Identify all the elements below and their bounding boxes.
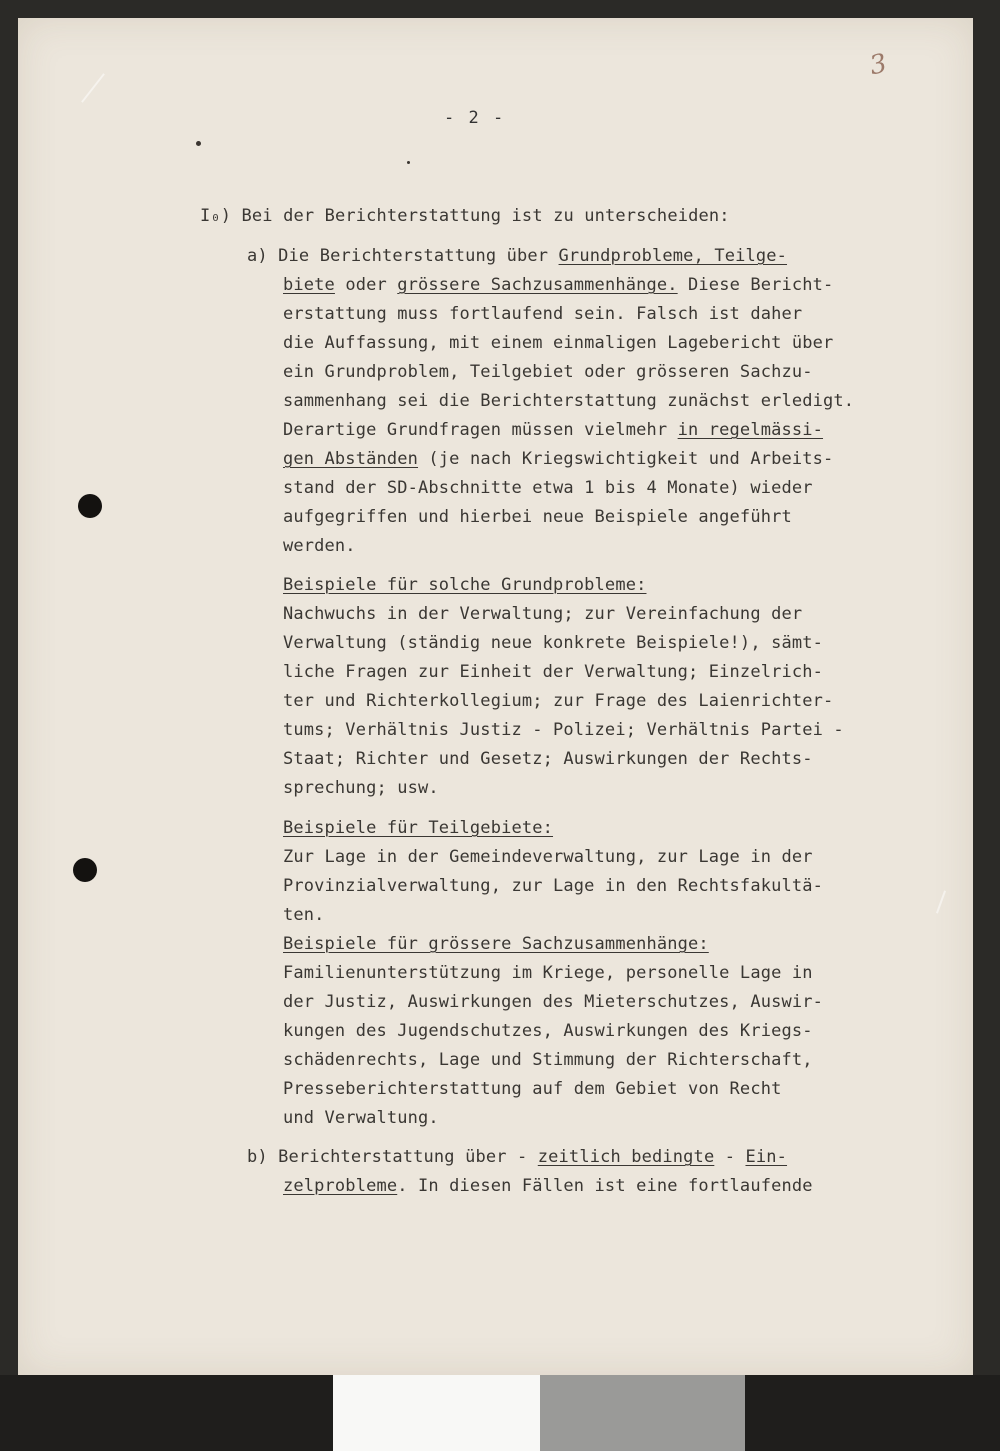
text-line xyxy=(283,574,646,596)
text-line xyxy=(283,603,802,625)
text-segment: der Justiz, Auswirkungen des Mieterschutzes, Auswir- xyxy=(283,992,824,1012)
underlined-text: Beispiele für Teilgebiete: xyxy=(283,818,554,838)
text-segment: ter und Richterkollegium; zur Frage des Laienrichter- xyxy=(283,691,834,711)
text-segment: stand der SD-Abschnitte etwa 1 bis 4 Monate) wieder xyxy=(283,478,813,498)
underlined-text: Beispiele für grössere Sachzusammenhänge: xyxy=(283,934,709,954)
text-line xyxy=(283,332,833,354)
text-line xyxy=(247,245,787,267)
text-line xyxy=(283,904,325,926)
text-segment: Presseberichterstattung auf dem Gebiet von Recht xyxy=(283,1079,782,1099)
text-segment: I₀) Bei der Berichterstattung ist zu unterscheiden: xyxy=(200,206,730,226)
calibration-gray-card xyxy=(540,1375,745,1451)
text-segment: oder xyxy=(334,275,398,295)
text-line xyxy=(283,933,709,955)
text-line xyxy=(283,448,833,470)
text-line xyxy=(247,1146,787,1168)
punch-hole xyxy=(78,494,102,518)
text-line xyxy=(283,1049,813,1071)
text-line xyxy=(283,690,833,712)
text-line xyxy=(283,748,813,770)
underlined-text: Grundprobleme, Teilge- xyxy=(558,246,788,266)
text-line xyxy=(283,419,823,441)
text-line xyxy=(283,991,823,1013)
ink-dot xyxy=(407,161,410,164)
text-line xyxy=(283,303,802,325)
text-line xyxy=(283,719,844,741)
underlined-text: Ein- xyxy=(745,1147,788,1167)
underlined-text: biete xyxy=(283,275,335,295)
text-segment: (je nach Kriegswichtigkeit und Arbeits- xyxy=(418,449,834,469)
text-segment: Familienunterstützung im Kriege, personelle Lage in xyxy=(283,963,813,983)
text-line xyxy=(283,477,813,499)
text-segment: Zur Lage in der Gemeindeverwaltung, zur Lage in der xyxy=(283,847,813,867)
underlined-text: Beispiele für solche Grundprobleme: xyxy=(283,575,647,595)
text-segment: werden. xyxy=(283,536,356,556)
punch-hole xyxy=(73,858,97,882)
text-segment: ein Grundproblem, Teilgebiet oder grösseren Sachzu- xyxy=(283,362,813,382)
text-line xyxy=(200,205,730,227)
underlined-text: zelprobleme xyxy=(283,1176,398,1196)
text-segment: tums; Verhältnis Justiz - Polizei; Verhältnis Partei - xyxy=(283,720,844,740)
text-segment: liche Fragen zur Einheit der Verwaltung; Einzelrich- xyxy=(283,662,824,682)
ink-dot xyxy=(196,141,201,146)
text-line xyxy=(283,1078,781,1100)
text-segment: b) Berichterstattung über - xyxy=(247,1147,538,1167)
text-segment: sammenhang sei die Berichterstattung zunächst erledigt. xyxy=(283,391,855,411)
text-line xyxy=(283,361,813,383)
text-segment: schädenrechts, Lage und Stimmung der Richterschaft, xyxy=(283,1050,813,1070)
text-segment: aufgegriffen und hierbei neue Beispiele angeführt xyxy=(283,507,792,527)
text-line xyxy=(283,817,553,839)
text-line xyxy=(283,875,823,897)
text-line xyxy=(283,846,813,868)
text-segment: Staat; Richter und Gesetz; Auswirkungen der Rechts- xyxy=(283,749,813,769)
text-segment: . In diesen Fällen ist eine fortlaufende xyxy=(397,1176,813,1196)
text-segment: Diese Bericht- xyxy=(677,275,834,295)
text-line xyxy=(283,390,854,412)
text-line xyxy=(283,661,823,683)
text-segment: Provinzialverwaltung, zur Lage in den Rechtsfakultä- xyxy=(283,876,824,896)
text-line xyxy=(283,1107,439,1129)
text-segment: a) Die Berichterstattung über xyxy=(247,246,559,266)
text-segment: Verwaltung (ständig neue konkrete Beispiele!), sämt- xyxy=(283,633,824,653)
corner-pencil-mark: 3 xyxy=(867,48,890,82)
text-segment: und Verwaltung. xyxy=(283,1108,439,1128)
text-segment: die Auffassung, mit einem einmaligen Lagebericht über xyxy=(283,333,834,353)
text-line xyxy=(283,274,833,296)
text-segment: - xyxy=(714,1147,746,1167)
text-segment: kungen des Jugendschutzes, Auswirkungen des Kriegs- xyxy=(283,1021,813,1041)
underlined-text: in regelmässi- xyxy=(677,420,824,440)
underlined-text: zeitlich bedingte xyxy=(537,1147,715,1167)
text-line xyxy=(283,535,356,557)
text-line xyxy=(283,506,792,528)
underlined-text: grössere Sachzusammenhänge. xyxy=(397,275,678,295)
text-segment: Nachwuchs in der Verwaltung; zur Vereinfachung der xyxy=(283,604,803,624)
text-segment: erstattung muss fortlaufend sein. Falsch ist daher xyxy=(283,304,803,324)
text-segment: Derartige Grundfragen müssen vielmehr xyxy=(283,420,678,440)
text-line xyxy=(283,777,439,799)
text-segment: ten. xyxy=(283,905,325,925)
text-line xyxy=(283,1175,813,1197)
page-number: - 2 - xyxy=(444,108,506,128)
text-line xyxy=(283,632,823,654)
text-line xyxy=(283,962,813,984)
text-segment: sprechung; usw. xyxy=(283,778,439,798)
underlined-text: gen Abständen xyxy=(283,449,419,469)
calibration-white-card xyxy=(333,1375,540,1451)
text-line xyxy=(283,1020,813,1042)
